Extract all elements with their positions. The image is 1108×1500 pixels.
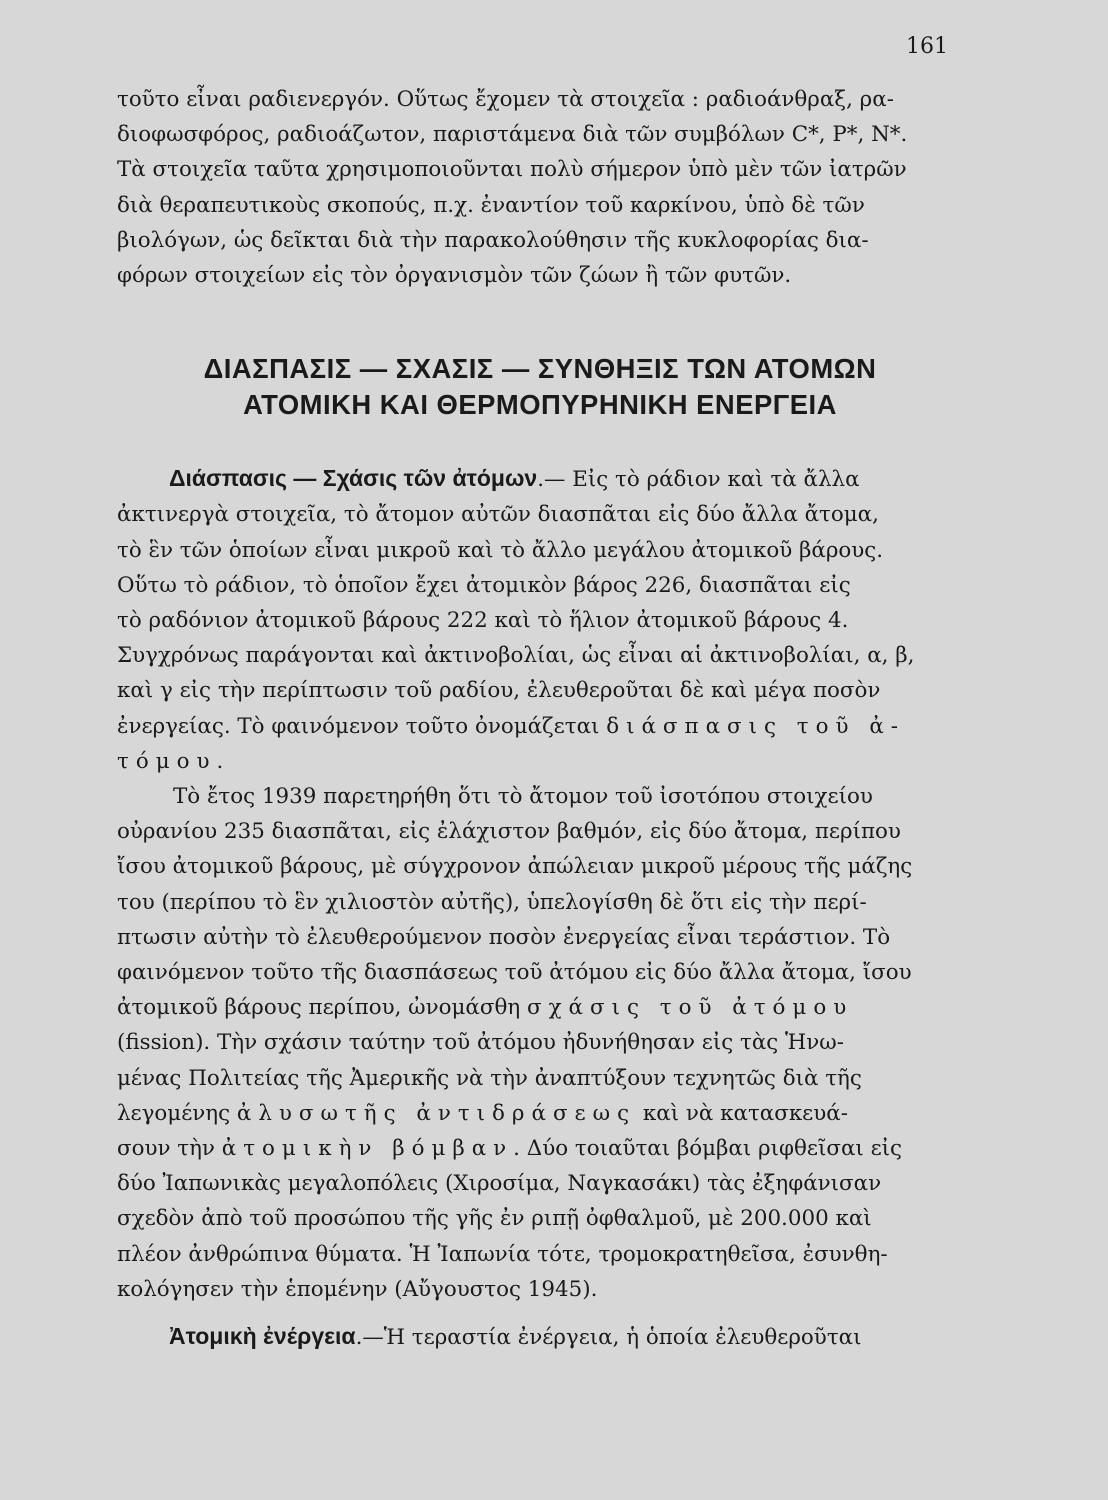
text-fragment: λεγομένης xyxy=(117,1100,231,1126)
spaced-term: ἀτομικὴν βόμβαν xyxy=(221,1136,514,1162)
heading-line-2: ΑΤΟΜΙΚΗ ΚΑΙ ΘΕΡΜΟΠΥΡΗΝΙΚΗ ΕΝΕΡΓΕΙΑ xyxy=(243,389,837,421)
spaced-term: ἀλυσωτῆς ἀντιδράσεως xyxy=(236,1100,637,1126)
spacer xyxy=(117,1307,963,1319)
text-line: ἀκτινεργὰ στοιχεῖα, τὸ ἄτομον αὐτῶν διασπᾶται εἰς δύο ἄλλα ἄτομα, xyxy=(117,502,879,528)
text-line: διὰ θεραπευτικοὺς σκοπούς, π.χ. ἐναντίον τοῦ καρκίνου, ὑπὸ δὲ τῶν xyxy=(117,192,865,218)
text-line: Τὸ ἔτος 1939 παρετηρήθη ὅτι τὸ ἄτομον τοῦ ἰσοτόπου στοιχείου xyxy=(173,784,873,810)
text-line: (fission). Τὴν σχάσιν ταύτην τοῦ ἀτόμου ἠδυνήθησαν εἰς τὰς Ἡνω- xyxy=(117,1030,844,1056)
text-line: διοφωσφόρος, ραδιοάζωτον, παριστάμενα διὰ τῶν συμβόλων C*, P*, N*. xyxy=(117,122,908,148)
text-line: οὐρανίου 235 διασπᾶται, εἰς ἐλάχιστον βαθμόν, εἰς δύο ἄτομα, περίπου xyxy=(117,819,901,845)
text-fragment: ἀτομικοῦ βάρους περίπου, ὠνομάσθη xyxy=(117,995,521,1021)
spaced-term: σχάσις τοῦ ἀτόμου xyxy=(526,995,854,1021)
spaced-term: τόμου. xyxy=(117,748,231,774)
text-line xyxy=(117,1319,963,1355)
text-line: τοῦτο εἶναι ραδιενεργόν. Οὕτως ἔχομεν τὰ στοιχεῖα : ραδιοάνθραξ, ρα- xyxy=(117,87,894,112)
text-line: ἴσου ἀτομικοῦ βάρους, μὲ σύγχρονον ἀπώλειαν μικροῦ μέρους τῆς μάζης xyxy=(117,854,913,880)
text-line: βιολόγων, ὡς δεῖκται διὰ τὴν παρακολούθησιν τῆς κυκλοφορίας δια- xyxy=(117,227,869,253)
text-line: Συγχρόνως παράγονται καὶ ἀκτινοβολίαι, ὡς εἶναι αἱ ἀκτινοβολίαι, α, β, xyxy=(117,643,915,669)
text-fragment: ἐνεργείας. Τὸ φαινόμενον τοῦτο ὀνομάζεται xyxy=(117,713,600,739)
page-number: 161 xyxy=(906,34,948,59)
text-line xyxy=(117,990,963,1025)
section-title: Ἀτομικὴ ἐνέργεια xyxy=(169,1323,356,1350)
chapter-heading xyxy=(117,351,963,423)
text-line: κολόγησεν τὴν ἑπομένην (Αὔγουστος 1945). xyxy=(117,1276,598,1302)
section-title: Διάσπασις — Σχάσις τῶν ἀτόμων xyxy=(169,465,538,492)
intro-paragraph xyxy=(117,82,963,293)
section-diaspasis xyxy=(117,461,963,779)
text-fragment: .— Εἰς τὸ ράδιον καὶ τὰ ἄλλα xyxy=(537,467,860,493)
text-line xyxy=(117,1131,963,1166)
section-atomic-energy xyxy=(117,1319,963,1355)
text-line xyxy=(117,709,963,744)
heading-line-1: ΔΙΑΣΠΑΣΙΣ — ΣΧΑΣΙΣ — ΣΥΝΘΗΞΙΣ ΤΩΝ ΑΤΟΜΩΝ xyxy=(203,353,877,385)
body-text xyxy=(117,82,963,1355)
text-fragment: . Δύο τοιαῦται βόμβαι ριφθεῖσαι εἰς xyxy=(513,1136,903,1162)
text-line: φαινόμενον τοῦτο τῆς διασπάσεως τοῦ ἀτόμου εἰς δύο ἄλλα ἄτομα, ἴσου xyxy=(117,960,912,986)
text-line: μένας Πολιτείας τῆς Ἀμερικῆς νὰ τὴν ἀναπτύξουν τεχνητῶς διὰ τῆς xyxy=(117,1065,862,1091)
text-line: τὸ ἓν τῶν ὁποίων εἶναι μικροῦ καὶ τὸ ἄλλο μεγάλου ἀτομικοῦ βάρους. xyxy=(117,537,884,563)
text-line xyxy=(117,461,963,497)
text-line xyxy=(117,1096,963,1131)
text-line: δύο Ἰαπωνικὰς μεγαλοπόλεις (Χιροσίμα, Ναγκασάκι) τὰς ἐξηφάνισαν xyxy=(117,1171,882,1197)
text-line: πτωσιν αὐτὴν τὸ ἐλευθερούμενον ποσὸν ἐνεργείας εἶναι τεράστιον. Τὸ xyxy=(117,924,891,950)
paragraph-fission xyxy=(117,779,963,1307)
text-line: σχεδὸν ἀπὸ τοῦ προσώπου τῆς γῆς ἐν ριπῇ ὀφθαλμοῦ, μὲ 200.000 καὶ xyxy=(117,1206,872,1232)
text-line: καὶ γ εἰς τὴν περίπτωσιν τοῦ ραδίου, ἐλευθεροῦται δὲ καὶ μέγα ποσὸν xyxy=(117,678,881,704)
text-line: του (περίπου τὸ ἓν χιλιοστὸν αὐτῆς), ὑπελογίσθη δὲ ὅτι εἰς τὴν περί- xyxy=(117,889,867,915)
text-line: Τὰ στοιχεῖα ταῦτα χρησιμοποιοῦνται πολὺ σήμερον ὑπὸ μὲν τῶν ἰατρῶν xyxy=(117,157,907,183)
text-line: Οὕτω τὸ ράδιον, τὸ ὁποῖον ἔχει ἀτομικὸν βάρος 226, διασπᾶται εἰς xyxy=(117,572,851,598)
text-line: τὸ ραδόνιον ἀτομικοῦ βάρους 222 καὶ τὸ ἥλιον ἀτομικοῦ βάρους 4. xyxy=(117,608,849,634)
text-fragment: σουν τὴν xyxy=(117,1136,215,1162)
text-line: πλέον ἀνθρώπινα θύματα. Ἡ Ἰαπωνία τότε, τρομοκρατηθεῖσα, ἐσυνθη- xyxy=(117,1241,888,1267)
spaced-term: διάσπασις τοῦ ἀ- xyxy=(606,713,905,739)
text-fragment: καὶ νὰ κατασκευά- xyxy=(642,1100,848,1126)
text-line: φόρων στοιχείων εἰς τὸν ὀργανισμὸν τῶν ζώων ἢ τῶν φυτῶν. xyxy=(117,263,792,289)
text-fragment: .—Ἡ τεραστία ἐνέργεια, ἡ ὁποία ἐλευθεροῦται xyxy=(355,1325,862,1351)
